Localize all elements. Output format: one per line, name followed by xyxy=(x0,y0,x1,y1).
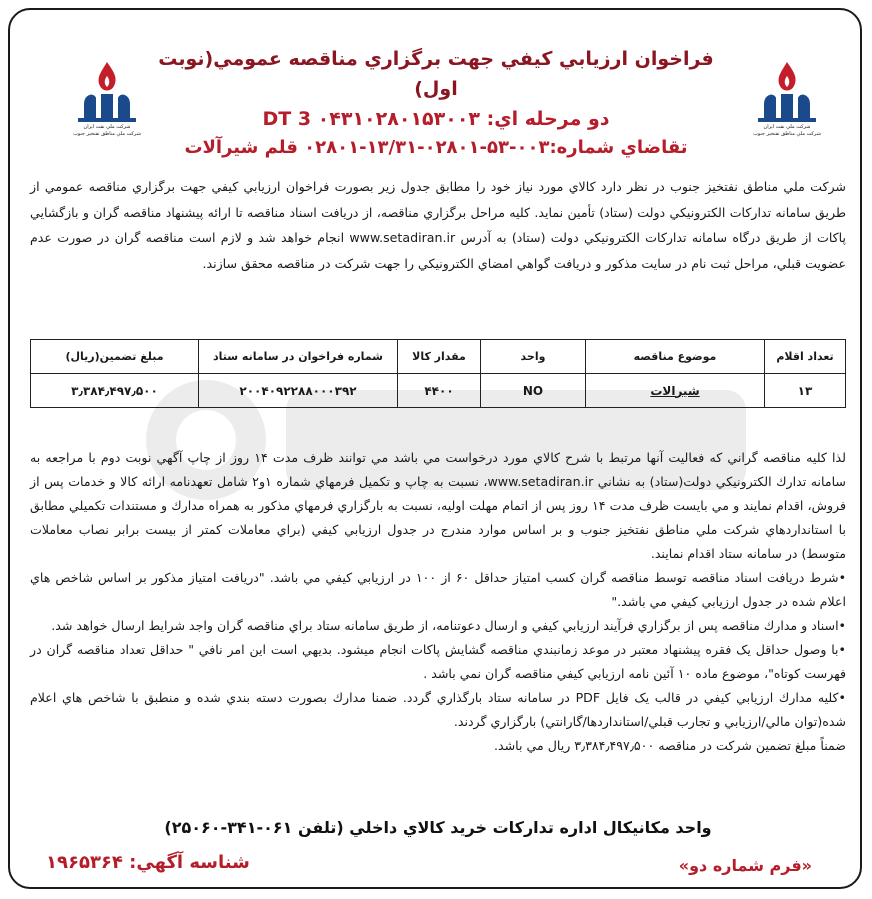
header-call-number: شماره فراخوان در سامانه ستاد xyxy=(199,340,398,374)
table-row xyxy=(31,374,846,408)
ad-id: شناسه آگهي: ۱۹۶۵۳۶۴ xyxy=(46,852,250,873)
nioc-logo-icon xyxy=(744,58,830,124)
nioc-logo-icon xyxy=(64,58,150,124)
tender-table xyxy=(30,339,846,408)
logo-caption-2: شركت ملي مناطق نفتخيز جنوب xyxy=(73,131,141,137)
cell-subject: شيرالات xyxy=(586,374,765,408)
company-logo-right xyxy=(744,58,830,142)
bullet-item: •كليه مدارك ارزيابي كيفي در قالب يک فايل PDF در سامانه ستاد بارگذاري گردد. ضمنا مدارك بصورت دسته بندي شده و منطبق با شاخص هاي اعلام شده(توان مالي/ارزيابي و تجارب قبلي/استانداردها/گارانتي) بارگزاري گردند. xyxy=(30,690,846,729)
cell-call-number: ۲۰۰۴۰۹۲۲۸۸۰۰۰۳۹۲ xyxy=(199,374,398,408)
cell-quantity: ۴۴۰۰ xyxy=(398,374,481,408)
header-guarantee-amount: مبلغ تضمين(ريال) xyxy=(31,340,199,374)
body-text xyxy=(30,446,846,758)
guarantee-note: ضمناً مبلغ تضمين شركت در مناقصه ۳٫۳۸۴٫۴۹۷٫۵۰۰ ريال مي باشد. xyxy=(493,738,846,753)
logo-caption-1: شركت ملي نفت ايران xyxy=(763,124,811,130)
form-label: «فرم شماره دو» xyxy=(678,856,812,875)
page-title: فراخوان ارزيابي كيفي جهت برگزاري مناقصه عمومي(نوبت اول) xyxy=(158,48,714,100)
cell-guarantee-amount: ۳٫۳۸۴٫۴۹۷٫۵۰۰ xyxy=(31,374,199,408)
logo-caption-2: شركت ملي مناطق نفتخيز جنوب xyxy=(753,131,821,137)
header-item-count: تعداد اقلام xyxy=(765,340,846,374)
header-unit: واحد xyxy=(481,340,586,374)
request-number: تقاضاي شماره:۰۰۳-۵۳-۰۲۸۰۱-۱۳/۳۱-۰۲۸۰۱ قلم شيرآلات xyxy=(184,137,688,158)
bullet-item: •با وصول حداقل يک فقره پيشنهاد معتبر در موعد زمانبندي مناقصه گشايش پاكات انجام ميشود. بديهي است اين امر نافي " حداقل تعداد مناقصه گران در فهرست كوتاه"، موضوع ماده ۱۰ آئين نامه ارزيابي كيفي مناقصه گران نمي باشد . xyxy=(30,642,846,681)
bullet-item: •اسناد و مدارك مناقصه پس از برگزاري فرآيند ارزيابي كيفي و ارسال دعوتنامه، از طريق سامانه ستاد براي مناقصه گران واجد شرايط ارسال خواهد شد. xyxy=(51,618,846,633)
intro-paragraph: شركت ملي مناطق نفتخيز جنوب در نظر دارد كالاي مورد نياز خود را مطابق جدول زير بصورت فراخوان ارزيابي كيفي جهت برگزاري مناقصه عمومي از طريق سامانه تداركات الكترونيكي دولت (ستاد) تأمين نمايد. كليه مراحل برگزاري مناقصه، از دريافت اسناد مناقصه تا ارائه پيشنهاد مناقصه گران و بازگشايي پاكات از طريق درگاه سامانه تداركات الكترونيكي دولت (ستاد) به آدرس www.setadiran.ir انجام خواهد شد و لازم است مناقصه گران در صورت عدم عضويت قبلي، مراحل ثبت نام در سايت مذكور و دريافت گواهي امضاي الكترونيكي را جهت شركت در مناقصه محقق سازند. xyxy=(30,179,846,271)
body-paragraph: لذا كليه مناقصه گراني كه فعاليت آنها مرتبط با شرح كالاي مورد درخواست مي باشد مي توانند ظرف مدت ۱۴ روز از چاپ آگهي نوبت دوم با مراجعه به سامانه تدارك الكترونيكي دولت(ستاد) به نشاني www.setadiran.ir، نسبت به چاپ و تكميل فرمهاي شماره ۱و۲ شامل تعهدنامه ارائه كالا و خدمات پس از فروش، اقدام نمايند و مي بايست ظرف مدت ۱۴ روز پس از اتمام مهلت اوليه، نسبت به بارگزاري فرمهاي مذكور به همراه مدارك و مستندات تكميلي مطابق با استانداردهاي شركت ملي مناطق نفتخيز جنوب و بر اساس موارد مندرج در جدول ارزيابي كيفي (براي معاملات كمتر از بيست برابر نصاب معاملات متوسط) در سامانه ستاد اقدام نمايند. xyxy=(30,450,846,561)
header-subject: موضوع مناقصه xyxy=(586,340,765,374)
bullet-item: •شرط دريافت اسناد مناقصه توسط مناقصه گران كسب امتياز حداقل ۶۰ از ۱۰۰ در ارزيابي كيفي مي باشد. "دريافت امتياز مذكور بر اساس شاخص هاي اعلام شده در جدول ارزيابي كيفي مي باشد." xyxy=(30,570,847,609)
contact-unit: واحد مكانيكال اداره تداركات خريد كالاي داخلي (تلفن ۰۶۱-۳۴۱-۲۵۰۶۰) xyxy=(164,818,712,837)
cell-unit: NO xyxy=(481,374,586,408)
logo-caption-1: شركت ملي نفت ايران xyxy=(83,124,131,130)
cell-item-count: ۱۳ xyxy=(765,374,846,408)
header xyxy=(150,44,722,162)
company-logo-left xyxy=(64,58,150,142)
table-header-row xyxy=(31,340,846,374)
header-quantity: مقدار كالا xyxy=(398,340,481,374)
tender-stage: دو مرحله اي: DT 3 ۰۴۳۱۰۲۸۰۱۵۳۰۰۳ xyxy=(262,108,610,130)
